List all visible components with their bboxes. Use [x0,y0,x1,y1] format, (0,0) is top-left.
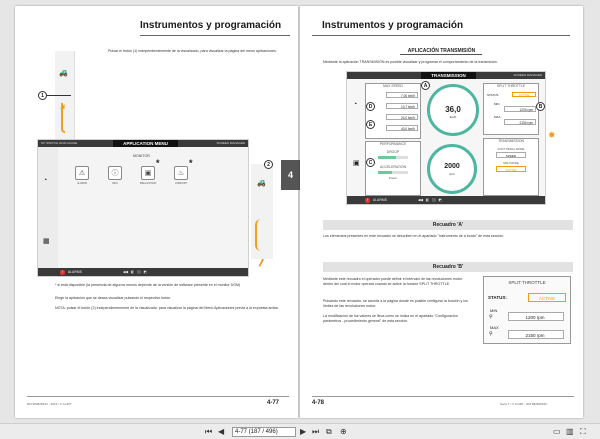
min-thermometer-icon: ⚲ [489,314,493,320]
speed-gauge [427,84,479,136]
box-b-text-1: Mediante este recuadro el operador puede definir el intervalo de las revoluciones motor dentro del cual el motor operará cuando se active la función SPLIT THROTTLE. [323,277,463,286]
min-label: MIN [494,102,500,106]
droop-fill [378,156,396,159]
footer-code: Serie T / V 0-HRT - RM 98282834C [500,402,548,406]
alarm-bell-icon: ⚠ [78,170,86,177]
acceleration-fill [378,171,392,174]
bottombar-icons: ◀◀ ◧ ▯▯ ◩ [417,198,442,202]
page-number: 4-78 [312,400,325,406]
title-rule [140,35,290,36]
info-icon: ⓘ [111,170,119,177]
status-label: STATUS [487,93,499,97]
alarms-bottom-label[interactable]: ALARMS [372,198,387,202]
tractor-icon: 🚜 [59,70,68,77]
page-title: Instrumentos y programación [140,20,282,31]
tractor-icon: ▣ [353,160,360,167]
gauge-icon: ◔ [353,101,358,108]
callout-c: C [366,158,375,167]
mph-mode-value[interactable]: ACTIVE [496,166,526,172]
gauge-icon: ◔ [43,177,48,184]
screen-bottombar [38,268,248,276]
speed-preset-3[interactable]: 24,0 km/h [386,114,418,120]
mph-mode-label: MPH MODE [503,161,519,165]
preignition-app-button[interactable] [141,166,155,180]
info-app-button[interactable] [108,166,122,180]
callout-a: A [421,81,430,90]
last-page-button[interactable]: ⏭ [312,427,320,436]
intro-text: Mediante la aplicación TRANSMISIÓN es posible visualizar y programar el comportamiento de la transmisión. [323,60,498,64]
heading-underline [400,54,482,55]
footer-rule [312,396,574,397]
droop-slider[interactable] [378,156,408,159]
transmission-label: TRANSMISSION [498,139,524,143]
callout-line [47,95,71,96]
two-page-view-icon[interactable]: ▥ [566,427,574,436]
rpm-gauge [427,144,477,194]
button-strip-image [55,51,75,141]
transmission-settings-panel[interactable] [483,138,539,196]
box-b-text-3: La modificación de los valores se lleva como se indica en el apartado "Configuración parámetros - procedimiento general" de esta sección. [323,314,458,323]
status-label: STATUS: [488,295,507,300]
screen-manager-label: SCREEN MANAGER [216,141,245,145]
max-value[interactable]: 2150 rpm [508,330,564,339]
box-a-text: Los elementos presentes en este recuadro se describen en el apartado "Instrumento de a bordo" de esta sección. [323,234,505,238]
status-value: ACTIVE [512,92,536,97]
min-value[interactable]: 1200 rpm [508,312,564,321]
zoom-icon[interactable]: ⊕ [340,427,347,436]
page-number-input[interactable]: 4-77 (187 / 496) [232,427,296,437]
max-speed-panel[interactable] [365,83,421,139]
status-value: ACTIVE [528,293,566,302]
alarm-count-badge[interactable]: ! [62,270,63,274]
section-heading: APLICACIÓN TRANSMISIÓN [407,48,476,54]
tractor-icon: 🚜 [257,180,266,187]
box-b-heading: Recuadro 'B' [323,262,573,272]
screen-bottombar [347,196,545,204]
fullscreen-icon[interactable]: ⛶ [580,427,586,436]
next-page-button[interactable]: ▶ [300,427,307,436]
speed-preset-2[interactable]: 10,7 km/h [386,103,418,109]
alarms-app-label: ALARMS [77,182,87,185]
chapter-tab: 4 [281,160,300,190]
split-throttle-title: SPLIT THROTTLE [508,280,546,285]
split-throttle-detail[interactable] [483,276,571,344]
availability-star: * [156,158,160,168]
speed-readout: 36,0 [445,105,461,114]
max-speed-label: MAX SPEED [383,84,403,88]
right-page [300,6,583,418]
footnote-text: * si está disponible (la presencia de algunos menús depende de la versión de software presente en el monitor DGM) [55,283,241,287]
acceleration-label: ACCELERATION [379,165,407,169]
droop-label: DROOP [386,150,400,154]
comfort-app-label: COMFORT [174,182,188,185]
acceleration-slider[interactable] [378,171,408,174]
callout-1: 1 [38,91,47,100]
menu-title: APPLICATION MENU [113,140,178,147]
tractor-icon: ▣ [144,170,152,177]
comfort-app-button[interactable] [174,166,188,180]
performance-label: PERFORMANCE [379,142,407,146]
chassis-icon: ▦ [43,238,50,245]
application-icon: ◢ [60,104,65,110]
availability-star: * [189,158,193,168]
transmission-screen [346,71,546,205]
application-menu-screen [37,139,249,277]
intro-text: Pulsar el botón (1) independientemente de la visualizado, para visualizar la página del menú aplicaciones. [108,49,277,53]
info-app-label: INFO [112,182,118,185]
screen-topbar: MY SWITCH 2018 GAUGE [38,140,248,147]
right-button-strip-image [251,164,273,259]
fit-page-icon[interactable]: ⧉ [326,427,332,436]
box-a-heading: Recuadro 'A' [323,220,573,230]
split-throttle-title: SPLIT THROTTLE [496,84,526,88]
gear-icon: ✹ [548,130,556,140]
alarm-count-badge[interactable]: ! [367,198,368,202]
submenu-title: MONITOR [133,154,150,158]
seat-icon: ♨ [177,170,185,177]
footer-rule [27,396,289,397]
max-value[interactable]: 2150 rpm [504,119,536,125]
performance-panel[interactable] [365,141,421,196]
callout-e: E [366,120,375,129]
speed-preset-1[interactable]: 7,00 km/h [386,92,418,98]
screen-manager-label: SCREEN MANAGER [513,73,542,77]
left-sidebar [38,147,58,268]
screen-title: TRANSMISSION [421,72,476,79]
rpm-unit: rpm [449,172,455,176]
callout-2: 2 [264,160,273,169]
page-title: Instrumentos y programación [322,20,464,31]
instruction-text: Elegir la aplicación que se desea visualizar pulsando el respectivo botón. [55,296,172,300]
alarms-bottom-label[interactable]: ALARMS [67,270,82,274]
first-page-button[interactable]: ⏮ [205,427,213,436]
foot-pedal-value[interactable]: SPEED [496,152,526,158]
min-value[interactable]: 1200 rpm [504,106,536,112]
max-label: MAX [490,325,499,330]
previous-page-button[interactable]: ◀ [218,427,225,436]
rpm-readout: 2000 [444,163,460,170]
max-label: MAX [494,115,501,119]
preignition-app-label: PRE-IGNITION [139,182,157,185]
footer-code: RM 98282834C - 2019 / V 0-HRT [27,402,72,406]
title-rule [312,35,570,36]
left-page [15,6,298,418]
speed-unit: km/h [449,115,457,119]
box-b-text-2: Pulsando este recuadro, se accede a la página donde es posible configurar la función y los límites de las revoluciones motor. [323,299,468,308]
max-thermometer-icon: ⚲ [489,331,493,337]
speed-preset-4[interactable]: 40,0 km/h [386,125,418,131]
callout-d: D [366,102,375,111]
note-text: NOTA: pulsar el botón (2) independientemente de la visualizado, para visualizar la página del Menú Aplicaciones previa a la expuesta arriba. [55,306,279,310]
split-throttle-panel[interactable] [483,83,539,135]
alarms-app-button[interactable] [75,166,89,180]
foot-pedal-label: FOOT PEDAL MODE [497,147,525,151]
callout-b: B [536,102,545,111]
page-number: 4-77 [267,400,280,406]
bottombar-icons: ◀◀ ◧ ▯▯ ◩ [122,270,147,274]
orange-arc [255,219,261,251]
viewer-toolbar [0,423,600,439]
min-label: MIN [490,308,498,313]
power-label: Power [389,176,397,180]
single-page-view-icon[interactable]: ▭ [553,427,561,436]
